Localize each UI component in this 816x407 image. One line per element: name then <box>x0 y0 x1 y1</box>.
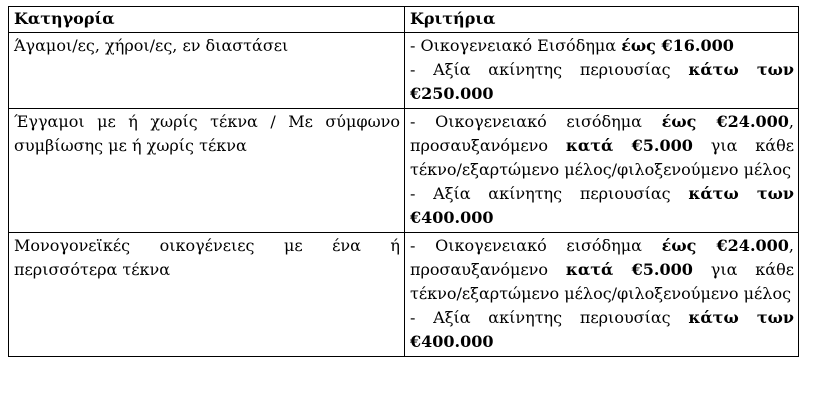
header-criteria: Κριτήρια <box>405 7 799 33</box>
category-cell: Μονογονεϊκές οικογένειες με ένα ή περισσότερα τέκνα <box>9 233 405 357</box>
increase-amount: κατά €5.000 <box>565 136 693 155</box>
income-criterion <box>410 110 794 182</box>
income-text: - Οικογενειακό εισόδημα <box>410 236 662 255</box>
header-row <box>9 7 799 33</box>
income-suffix-text: για κάθε τέκνο/εξαρτώμενο μέλος/φιλοξενούμενο μέλος <box>410 136 794 179</box>
table-row <box>9 233 799 357</box>
table-body <box>9 33 799 357</box>
criteria-cell <box>405 33 799 109</box>
income-criterion <box>410 34 794 58</box>
income-suffix-text: για κάθε τέκνο/εξαρτώμενο μέλος/φιλοξενούμενο μέλος <box>410 260 794 303</box>
property-text: - Αξία ακίνητης περιουσίας <box>410 184 689 203</box>
category-cell: Άγαμοι/ες, χήροι/ες, εν διαστάσει <box>9 33 405 109</box>
category-cell: Έγγαμοι με ή χωρίς τέκνα / Με σύμφωνο συμβίωσης με ή χωρίς τέκνα <box>9 109 405 233</box>
property-limit: κάτω των €400.000 <box>410 184 794 227</box>
income-text: - Οικογενειακό εισόδημα <box>410 112 662 131</box>
table-row <box>9 33 799 109</box>
eligibility-criteria-table <box>8 6 799 357</box>
property-limit: κάτω των €250.000 <box>410 60 794 103</box>
income-text: - Οικογενειακό Εισόδημα <box>410 36 622 55</box>
income-criterion <box>410 234 794 306</box>
property-text: - Αξία ακίνητης περιουσίας <box>410 60 689 79</box>
property-criterion <box>410 306 794 354</box>
income-limit: έως €16.000 <box>621 36 734 55</box>
criteria-cell <box>405 109 799 233</box>
property-limit: κάτω των €400.000 <box>410 308 794 351</box>
table-header <box>9 7 799 33</box>
income-mid-text: , προσαυξανόμενο <box>410 236 795 279</box>
header-category: Κατηγορία <box>9 7 405 33</box>
property-criterion <box>410 58 794 106</box>
table-row <box>9 109 799 233</box>
income-mid-text: , προσαυξανόμενο <box>410 112 795 155</box>
criteria-cell <box>405 233 799 357</box>
increase-amount: κατά €5.000 <box>565 260 693 279</box>
income-limit: έως €24.000 <box>661 112 789 131</box>
property-criterion <box>410 182 794 230</box>
property-text: - Αξία ακίνητης περιουσίας <box>410 308 689 327</box>
income-limit: έως €24.000 <box>661 236 789 255</box>
